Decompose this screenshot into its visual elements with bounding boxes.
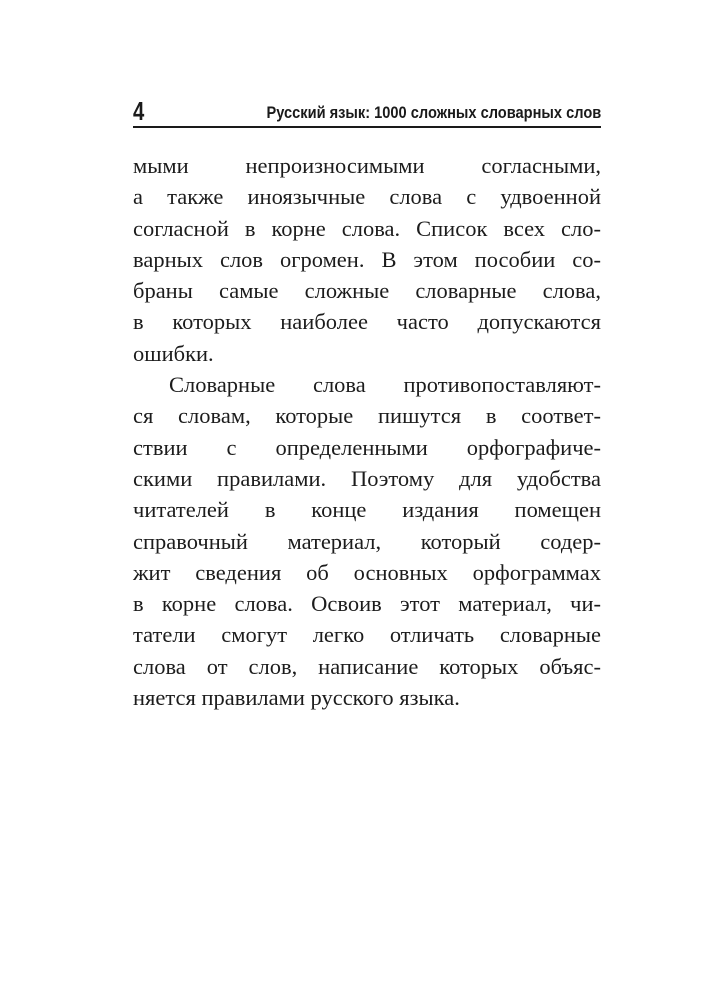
text-line: мыми непроизносимыми согласными,: [133, 153, 601, 178]
text-line: жит сведения об основных орфограммах: [133, 559, 601, 585]
text-line: татели смогут легко отличать словарные: [133, 622, 601, 648]
text-line: а также иноязычные слова с удвоенной: [133, 184, 601, 210]
text-line: няется правилами русского языка.: [133, 685, 460, 711]
text-line: ся словам, которые пишутся в соответ-: [133, 403, 601, 429]
running-header: [133, 92, 601, 132]
text-line: согласной в корне слова. Список всех сло-: [133, 215, 601, 241]
text-line: в корне слова. Освоив этот материал, чи-: [133, 591, 601, 617]
text-line: Словарные слова противопоставляют-: [169, 372, 601, 398]
text-line: браны самые сложные словарные слова,: [133, 278, 601, 304]
text-line: скими правилами. Поэтому для удобства: [133, 465, 601, 491]
body-text: [133, 150, 601, 713]
paragraph-1: [133, 150, 601, 369]
text-line: читателей в конце издания помещен: [133, 497, 601, 523]
text-line: слова от слов, написание которых объяс-: [133, 653, 601, 679]
text-line: ошибки.: [133, 340, 214, 366]
header-rule: [133, 126, 601, 128]
text-line: в которых наиболее часто допускаются: [133, 309, 601, 335]
page-number: 4: [133, 96, 145, 126]
text-line: ствии с определенными орфографиче-: [133, 434, 601, 460]
book-title: Русский язык: 1000 сложных словарных слов: [266, 103, 601, 122]
paragraph-2: [133, 369, 601, 713]
text-line: справочный материал, который содер-: [133, 528, 601, 554]
text-line: варных слов огромен. В этом пособии со-: [133, 246, 601, 272]
